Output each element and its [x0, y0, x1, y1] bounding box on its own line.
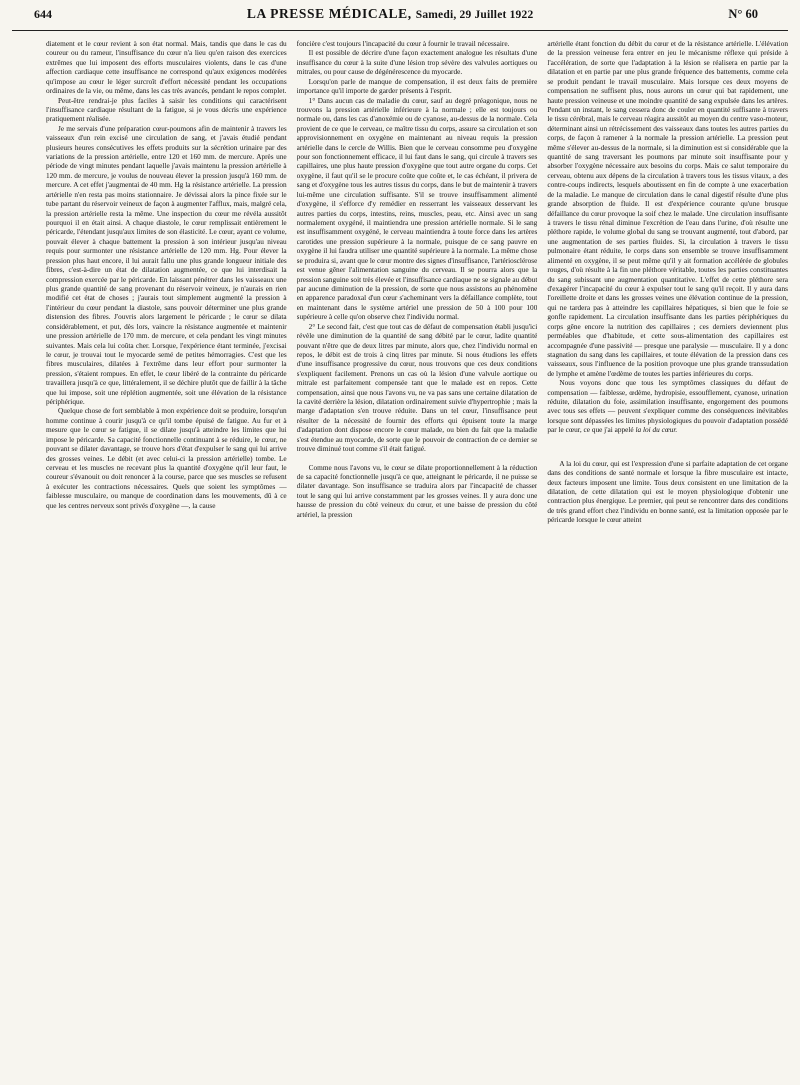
paragraph: diatement et le cœur revient à son état normal. Mais, tandis que dans le cas du coureur ou du rameur, l'insuffisance du cœur n'a lieu qu'en raison des exercices extrêmes que lui imposent des efforts musculaires violents, dans le cas d'une affection cardiaque cette insuffisance ne correspond qu'aux exigences modérées qu'impose au cœur le léger surcroît d'effort nécessité pendant les occupations ordinaires de la vie, ou même, dans les cas très avancés, pendant le repos complet. [46, 39, 287, 96]
paragraph: Quelque chose de fort semblable à mon expérience doit se produire, lorsqu'un homme continue à courir jusqu'à ce qu'il tombe épuisé de fatigue. Au fur et à mesure que le cœur se fatigue, il se dilate jusqu'à atteindre les limites que lui impose le péricarde. Sa capacité fonctionnelle continuant à se réduire, le cœur, ne pouvant se dilater davantage, se trouve hors d'état d'expulser le sang qui lui arrive des grosses veines. Le débit (et avec celui-ci la pression artérielle) tombe. Le cerveau et les muscles ne recevant plus la quantité d'oxygène qu'il leur faut, le coureur s'évanouit ou doit renoncer à la course, parce que ses muscles se refusent à exécuter les contractions nécessaires. Quels que soient les symptômes — faiblesse musculaire, ou manque de coordination dans les mouvements, dû à ce que les centres nerveux sont privés d'oxygène —, la cause [46, 406, 287, 510]
issue-number: N° 60 [728, 7, 758, 21]
article-body [12, 39, 788, 1085]
running-header [12, 6, 788, 31]
paragraph: Peut-être rendrai-je plus faciles à saisir les conditions qui caractérisent l'insuffisance cardiaque résultant de la fatigue, si je vous décris une expérience pratiquement réalisée. [46, 95, 287, 124]
journal-title [247, 6, 533, 22]
paragraph: Je me servais d'une préparation cœur-poumons afin de maintenir à travers les vaisseaux d'un rein excisé une circulation de sang, et j'avais étudié pendant plusieurs heures consécutives les effets produits sur la sécrétion urinaire par des variations de la pression artérielle, entre 120 et 160 mm. de mercure. Après une période de vingt minutes pendant laquelle j'avais maintenu la pression artérielle à 120 mm. de mercure, je voulus de nouveau élever la pression jusqu'à 160 mm. de mercure. A cet effet j'augmentai de 40 mm. Hg la résistance artérielle. La pression artérielle n'en resta pas moins stationnaire. Je dévissai alors la pince fixée sur le tube partant du réservoir veineux de façon à augmenter l'afflux, mais, malgré cela, la pression artérielle resta la même. Une inspection du cœur me révéla aussitôt pourquoi il en était ainsi. A chaque diastole, le cœur remplissait entièrement le péricarde, l'étendant jusqu'aux limites de son élasticité. Le cœur, ayant ce volume, pouvait élever à chaque battement la pression à son intérieur jusqu'au niveau requis pour surmonter une résistance artérielle de 120 mm. Hg. Pour élever la pression plus haut encore, il lui aurait fallu une plus grande longueur initiale des fibres, c'est-à-dire un état de dilatation augmentée, ce que lui interdisait la compression exercée par le péricarde. En laissant pénétrer dans les vaisseaux une plus grande quantité de sang provenant du réservoir veineux, je n'aurais en rien modifié cet état de choses ; j'aurais tout simplement augmenté la pression à l'intérieur du cœur pendant la diastole, sans pouvoir déterminer une plus grande distension des fibres. J'ouvris alors largement le péricarde ; le cœur se dilata considérablement, et put, dès lors, vaincre la résistance augmentée et maintenir une pression artérielle de 170 mm. de mercure, et cela pendant les vingt minutes suivantes. Mais cela lui coûta cher. Lorsque, l'expérience étant terminée, j'excisai le cœur, je trouvai tout le myocarde semé de petites hémorragies. C'est que les fibres musculaires, dilatées à l'extrême dans leur effort pour surmonter la pression, s'étaient rompues. En effet, le cœur libéré de la contrainte du péricarde travaillera jusqu'à ce que, littéralement, il se déchire plutôt que de faillir à la tâche que lui impose, soit une réplétion augmentée, soit une élévation de la résistance périphérique. [46, 123, 287, 407]
italic-phrase: la loi du cœur. [635, 425, 678, 435]
paragraph: 2° Le second fait, c'est que tout cas de défaut de compensation établi jusqu'ici révèle une diminution de la quantité de sang débité par le cœur, ladite quantité pouvant n'être que de deux litres par minute, alors que, chez l'individu normal en repos, le débit est de trois à cinq litres par minute. Si nous étudions les effets d'une insuffisance progressive du cœur, nous trouvons que ces deux conditions s'expliquent facilement. Prenons un cas où la lésion d'une valvule aortique ou mitrale est parfaitement compensée tant que le malade est en repos. Cette compensation, ainsi que nous l'avons vu, ne va pas sans une certaine dilatation de la cavité derrière la lésion, dilatation ordinairement suivie d'hypertrophie ; mais la marge d'adaptation s'en trouve réduite. Dans un tel cœur, l'insuffisance peut résulter de la nécessité de fournir des efforts qui épuisent toute la marge d'adaptation dont dispose encore le cœur malade, ou bien du fait que la maladie s'est étendue au myocarde, de sorte que le pouvoir de contraction de ce dernier se trouve diminué tout comme s'il était fatigué. [296, 321, 538, 454]
text-column-2 [297, 39, 538, 1085]
paragraph: Lorsqu'on parle de manque de compensation, il est deux faits de première importance qu'il importe de garder présents à l'esprit. [296, 76, 538, 96]
issue-date: Samedi, 29 Juillet 1922 [415, 9, 534, 21]
text-column-3 [547, 39, 788, 1085]
text-column-1 [46, 39, 287, 1085]
paragraph: foncière c'est toujours l'incapacité du cœur à fournir le travail nécessaire. [296, 39, 510, 48]
paragraph: A la loi du cœur, qui est l'expression d'une si parfaite adaptation de cet organe dans des conditions de santé normale et lorsque la fibre musculaire est intacte, deux facteurs imposent une limite. Tous deux consistent en une limitation de la dilatation, de cette dilatation qui est le moyen physiologique d'obtenir une contraction plus énergique. Le premier, qui peut se rencontrer dans des conditions de très grand effort chez l'individu en bonne santé, est la limitation opposée par le péricarde lorsque le cœur atteint [547, 458, 789, 525]
journal-name: LA PRESSE MÉDICALE, [246, 6, 412, 21]
paragraph: artérielle étant fonction du débit du cœur et de la résistance artérielle. L'élévation de la pression veineuse fera entrer en jeu le mécanisme réflexe qui préside à l'accélération, de sorte que l'adaptation à la lésion se réalisera en partie par la dilatation et en partie par une plus grande fréquence des battements, comme cela se produit pendant le travail musculaire. Mais lorsque ces deux moyens de compensation ne suffisent plus, nous aurons un cœur qui bat rapidement, une haute pression veineuse et une moindre quantité de sang expulsée dans les artères. Pendant un instant, le sang cessera donc de couler en quantité suffisante à travers le tissu cérébral, mais le cerveau réagira aussitôt au moyen du centre vaso-moteur, déterminant ainsi un rétrécissement des vaisseaux dans toutes les autres parties du corps, de façon à ramener à la normale la pression artérielle. La pression peut même s'élever au-dessus de la normale, si la diminution est si considérable que la quantité de sang traversant les poumons par minute soit insuffisante pour y absorber l'oxygène nécessaire aux besoins du corps. Mais ce salut temporaire du cerveau, obtenu aux dépens de la circulation à travers tous les tissus vitaux, a des contre-coups indirects, lesquels aboutissent en fin de compte à une exacerbation de la maladie. Le manque de circulation dans le canal digestif résulte d'une plus grande absorption de fluide. Il est d'expérience courante qu'une brusque défaillance du cœur provoque la soif chez le malade. Une circulation insuffisante à travers le tissu rénal diminue l'excrétion de l'eau dans l'urine, d'où résulte une pléthore rapide, le volume global du sang se trouvant augmenté, tout d'abord, par une augmentation de ses parties fluides. Si, la circulation à travers le tissu pulmonaire étant réduite, le corps dans son ensemble se trouve insuffisamment alimenté en oxygène, il se peut même qu'il y ait formation accélérée de globules rouges, d'où résulte à la fin une pléthore véritable, toutes les parties constituantes du sang subissant une augmentation quantitative. L'effet de cette pléthore sera d'exagérer l'incapacité du cœur à expulser tout le sang qu'il reçoit. Il y aura dans l'oreillette droite et dans les grosses veines une élévation continue de la pression, qui ne tardera pas à atteindre les capillaires hépatiques, si bien que le foie se gonfle rapidement. La circulation insuffisante dans les parties périphériques du corps gêne encore la nutrition des capillaires ; ces derniers deviennent plus perméables que d'habitude, et cette sous-alimentation des capillaires est accompagnée d'une passivité — presque une paralysie — musculaire. Il y a donc stagnation du sang dans les capillaires, et toute élévation de la pression dans ces vaisseaux, sous l'influence de la position provoque une plus grande transsudation de lymphe et amène l'œdème de toutes les parties inférieures du corps. [547, 39, 789, 378]
paragraph: Comme nous l'avons vu, le cœur se dilate proportionnellement à la réduction de sa capacité fonctionnelle jusqu'à ce que, atteignant le péricarde, il ne puisse se dilater davantage. Son insuffisance se traduira alors par l'incapacité de chasser tout le sang qui lui arrive constamment par les grosses veines. Il y aura donc une hausse de pression du côté veineux du cœur, et une baisse de pression du côté artériel, la pression [296, 462, 538, 519]
page-number: 644 [34, 7, 52, 21]
paragraph: Il est possible de décrire d'une façon exactement analogue les résultats d'une insuffisance du cœur à la suite d'une lésion trop sévère des valvules aortiques ou mitrales, ou pour cause de dégénérescence du myocarde. [296, 48, 538, 77]
paragraph: 1° Dans aucun cas de maladie du cœur, sauf au degré préagonique, nous ne trouvons la pression artérielle inférieure à la normale ; elle est toujours ou normale ou, dans les cas d'anoxémie ou de cyanose, au-dessus de la normale. Cela provient de ce que le cerveau, ce maître tissu du corps, assure sa circulation et son approvisionnement en oxygène en maintenant au niveau requis la pression artérielle dans le cercle de Willis. Bien que le cerveau consomme peu d'oxygène pour son fonctionnement efficace, il lui faut dans le sang, qui circule à travers ses capillaires, une plus haute pression d'oxygène que tout autre organe du corps. Cet oxygène, il faut qu'il se le procure coûte que coûte et, le cas échéant, il privera de sang et d'oxygène tous les autres tissus du corps, dans le but de maintenir à travers lui-même une circulation suffisante. S'il se trouve insuffisamment alimenté d'oxygène, il s'efforce d'y remédier en resserrant les vaisseaux desservant les autres parties du corps, intestins, reins, muscles, peau, etc. Ainsi avec un sang normalement oxygéné, il maintiendra une pression artérielle normale. Si le sang est insuffisamment oxygéné, le cerveau maintiendra à toute force dans les artères carotides une pression supérieure à la normale, puisque de ce sang pauvre en oxygène il lui faudra utiliser une quantité supérieure à la normale. La même chose se produira si, avant que le cœur montre des signes d'insuffisance, l'artériosclérose est venue gêner l'alimentation sanguine du cerveau. Il se pourra alors que la pression sanguine soit très élevée et l'insuffisance cardiaque ne se signale au début par aucune diminution de la pression, de sorte que nous assistons au phénomène en apparence paradoxal d'un cœur s'acheminant vers la défaillance complète, tout en maintenant dans le système artériel une pression de 50 à 100 pour 100 supérieure à celle qu'on observe chez l'individu normal. [296, 95, 538, 322]
paragraph: Nous voyons donc que tous les symptômes classiques du défaut de compensation — faiblesse, œdème, hydropisie, essoufflement, cyanose, urination réduite, dilatation du foie, assimilation insuffisante, engorgement des poumons avec tous ses effets — peuvent s'expliquer comme des conséquences inévitables lorsque sont dépassées les limites physiologiques du pouvoir d'adaptation possédé par le cœur, ce que j'ai appelé la loi du cœur. [547, 378, 789, 435]
